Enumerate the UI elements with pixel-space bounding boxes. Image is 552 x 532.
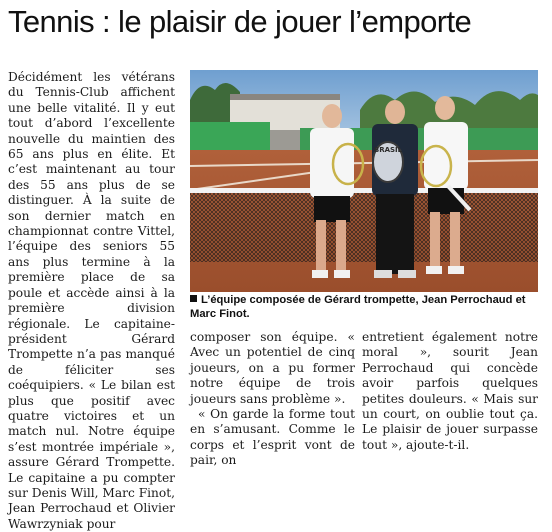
article-paragraph: composer son équipe. « Avec un potentiel de cinq joueurs, on a pu former notre équipe de trois joueurs sans problème ». — [190, 330, 355, 406]
shirt-print: BRASIL — [373, 146, 403, 154]
photo-caption — [190, 294, 538, 321]
article-paragraph: Décidément les vétérans du Tennis-Club affichent une belle vitalité. Il y eut tout d’abord l’excellente nouvelle du maintien des 65 ans plus en élite. Et c’est maintenant au tour des 55 ans plus de se distinguer. À la suite de son dernier match en championnat contre Vittel, l’équipe des seniors 55 ans plus termine à la première place de sa poule et accède ainsi à la première division régionale. Le capitaine-président Gérard Trompette n’a pas manqué de féliciter ses coéquipiers. « Le bilan est plus que positif avec quatre victoires et un match nul. Notre équipe s’est montrée impériale », assure Gérard Trompette. Le capitaine a pu compter sur Denis Will, Marc Finot, Jean Perrochaud et Olivier Wawrzyniak pour — [8, 70, 176, 531]
article-paragraph: entretient également notre moral », sourit Jean Perrochaud qui concède avoir parfois quelques petites douleurs. « Mais sur un court, on oublie tout ça. Le plaisir de jouer surpasse tout », ajoute-t-il. — [362, 330, 538, 452]
article-column-1 — [8, 70, 175, 532]
caption-bullet-icon — [190, 295, 197, 302]
headline: Tennis : le plaisir de jouer l’emporte — [8, 4, 472, 39]
team-photo — [190, 70, 538, 292]
caption-text: L’équipe composée de Gérard trompette, Jean Perrochaud et Marc Finot. — [190, 294, 526, 320]
article-column-3 — [362, 330, 538, 453]
article-paragraph: « On garde la forme tout en s’amusant. Comme le corps et l’esprit vont de pair, on — [190, 407, 355, 468]
article-column-2 — [190, 330, 355, 469]
